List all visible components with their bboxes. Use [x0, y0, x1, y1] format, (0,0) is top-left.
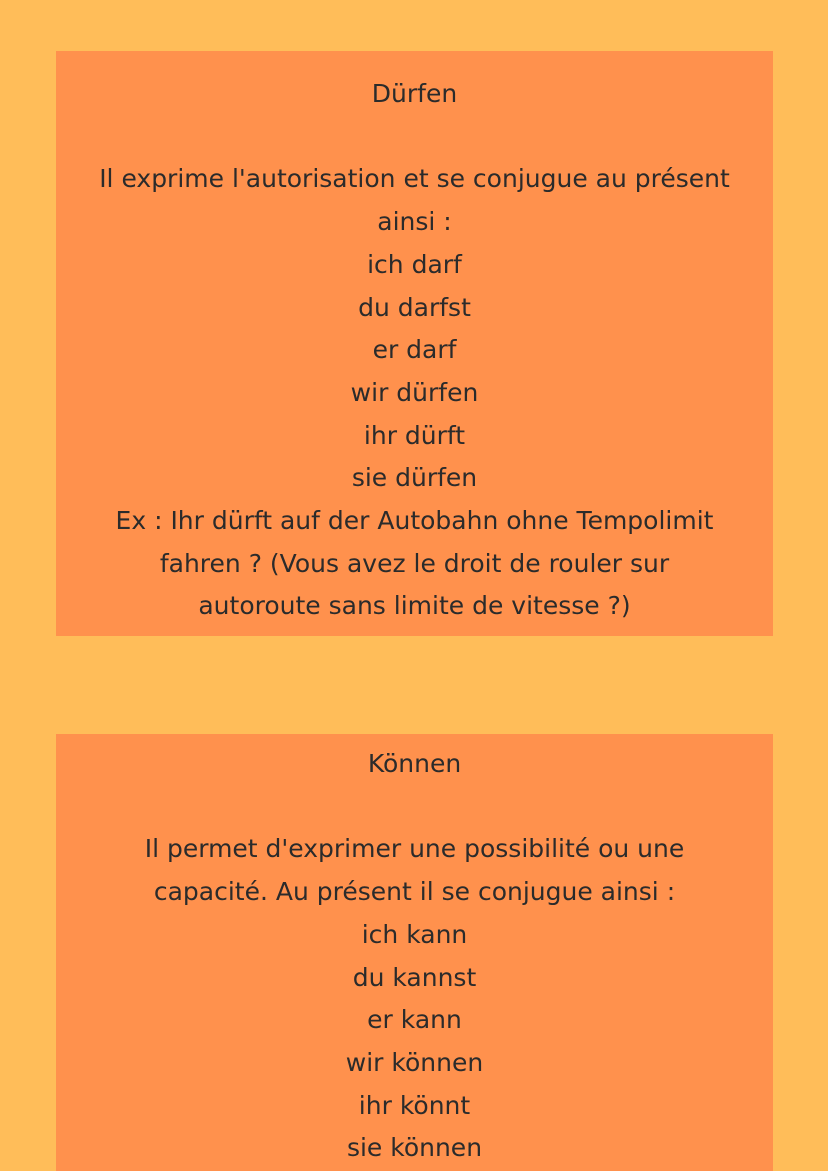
card-title: Dürfen	[371, 79, 458, 108]
conjugation-line: ihr dürft	[363, 420, 466, 450]
card-konnen	[56, 734, 773, 1171]
conjugation-line: du kannst	[352, 962, 477, 992]
conjugation-line: wir können	[345, 1047, 484, 1077]
card-title: Können	[367, 749, 462, 778]
conjugation-line: sie können	[346, 1133, 483, 1163]
conjugation-line: er kann	[367, 1005, 462, 1035]
conjugation-line: er darf	[372, 335, 457, 365]
example-line: autoroute sans limite de vitesse ?)	[198, 591, 631, 621]
conjugation-line: ihr könnt	[358, 1090, 471, 1120]
spacer	[56, 786, 773, 829]
example-line: fahren ? (Vous avez le droit de rouler sur	[159, 548, 670, 578]
text-line: capacité. Au présent il se conjugue ainsi :	[153, 877, 676, 907]
conjugation-line: ich darf	[367, 249, 462, 279]
text-line: Il permet d'exprimer une possibilité ou une	[144, 834, 685, 864]
text-line: Il exprime l'autorisation et se conjugue au présent	[99, 164, 730, 194]
conjugation-line: du darfst	[358, 292, 471, 322]
conjugation-line: sie dürfen	[351, 463, 478, 493]
spacer	[56, 116, 773, 159]
card-durfen	[56, 51, 773, 636]
conjugation-line: wir dürfen	[350, 377, 479, 407]
text-line: ainsi :	[377, 207, 452, 237]
conjugation-line: ich kann	[361, 919, 468, 949]
example-line: Ex : Ihr dürft auf der Autobahn ohne Tempolimit	[115, 506, 714, 536]
